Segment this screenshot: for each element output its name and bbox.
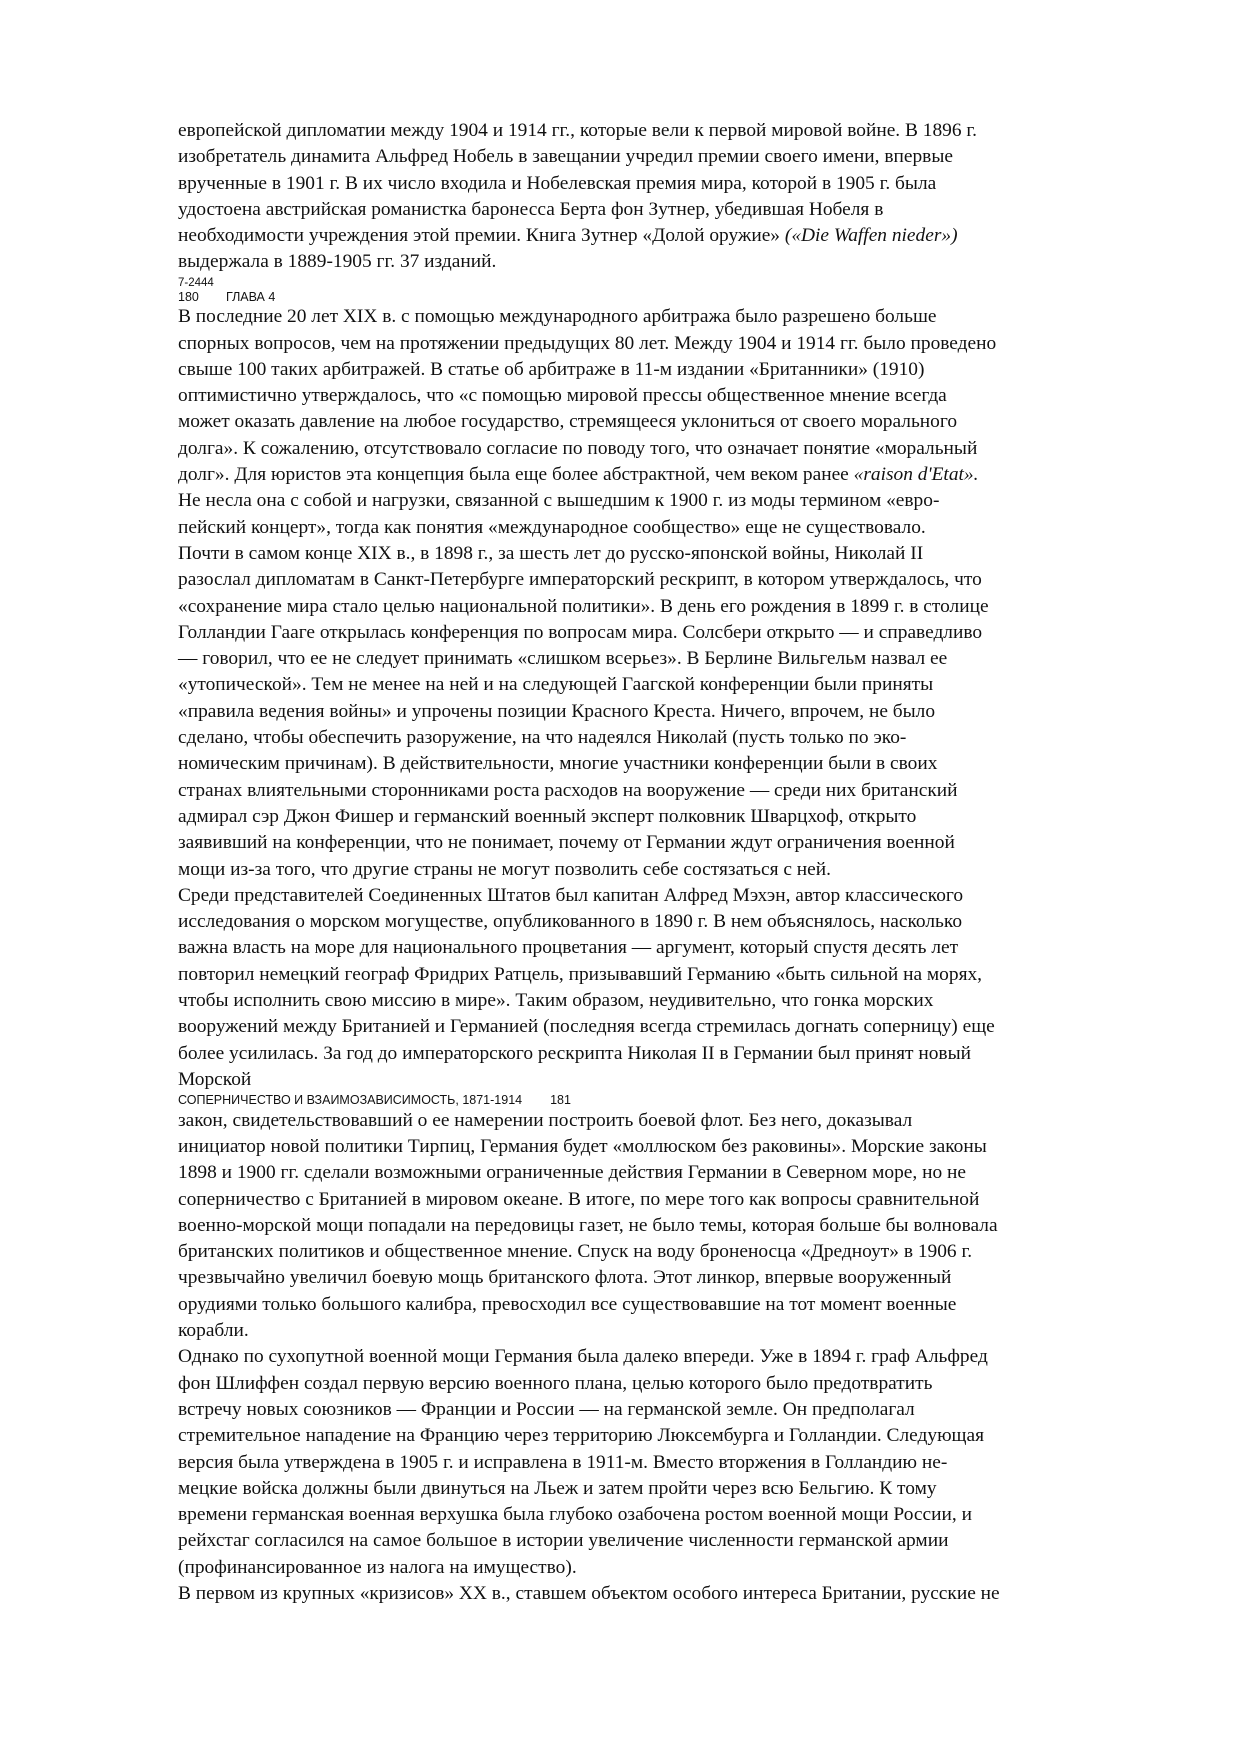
paragraph-block-3	[178, 1108, 1178, 1608]
text-line: соперничество с Британией в мировом океане. В итоге, по мере того как вопросы сравнительной	[178, 1188, 980, 1210]
text-line	[178, 462, 1178, 488]
text-line: выдержала в 1889-1905 гг. 37 изданий.	[178, 251, 497, 273]
running-header-left	[178, 290, 1178, 305]
text-line: мощи из-за того, что другие страны не могут позволить себе состязаться с ней.	[178, 858, 832, 880]
paragraph-block-1	[178, 118, 1178, 276]
text-line: европейской дипломатии между 1904 и 1914 гг., которые вели к первой мировой войне. В 1896 г.	[178, 120, 978, 141]
italic-title: («Die Waffen nieder»)	[784, 225, 958, 247]
text-line: чтобы исполнить свою миссию в мире». Таким образом, неудивительно, что гонка морских	[178, 990, 934, 1011]
text-line: чрезвычайно увеличил боевую мощь британского флота. Этот линкор, впервые вооруженный	[178, 1267, 952, 1289]
document-page	[178, 118, 1178, 1607]
signature-mark: 7-2444	[178, 276, 214, 289]
text-line: времени германская военная верхушка была глубоко озабочена ростом военной мощи России, и	[178, 1504, 972, 1526]
text-line: вооружений между Британией и Германией (последняя всегда стремилась догнать соперницу) еще	[178, 1016, 995, 1038]
text-line: орудиями только большого калибра, превосходил все существовавшие на тот момент военные	[178, 1293, 957, 1315]
page-number: 181	[550, 1093, 571, 1108]
text-line: В последние 20 лет XIX в. с помощью международного арбитража было разрешено больше	[178, 306, 937, 328]
text-line: инициатор новой политики Тирпиц, Германия будет «моллюском без раковины». Морские законы	[178, 1135, 987, 1157]
text-line: (профинансированное из налога на имущество).	[178, 1556, 577, 1578]
text-line: изобретатель динамита Альфред Нобель в завещании учредил премии своего имени, впервые	[178, 146, 953, 168]
text-line: Почти в самом конце XIX в., в 1898 г., за шесть лет до русско-японской войны, Николай II	[178, 542, 924, 564]
text-line: заявивший на конференции, что не понимает, почему от Германии ждут ограничения военной	[178, 832, 955, 854]
text-line: долга». К сожалению, отсутствовало согласие по поводу того, что означает понятие «моральный	[178, 437, 978, 459]
text-line: стремительное нападение на Францию через территорию Люксембурга и Голландии. Следующая	[178, 1425, 985, 1447]
text-line: «сохранение мира стало целью национальной политики». В день его рождения в 1899 г. в столице	[178, 595, 989, 617]
text-line: исследования о морском могуществе, опубликованного в 1890 г. В нем объяснялось, насколько	[178, 911, 963, 933]
text-line: свыше 100 таких арбитражей. В статье об арбитраже в 11-м издании «Британники» (1910)	[178, 358, 925, 380]
text-line: Однако по сухопутной военной мощи Германия была далеко впереди. Уже в 1894 г. граф Альфред	[178, 1346, 988, 1368]
text-line: военно-морской мощи попадали на передовицы газет, не было темы, которая больше бы волновала	[178, 1214, 998, 1236]
text-line: оптимистично утверждалось, что «с помощью мировой прессы общественное мнение всегда	[178, 385, 947, 407]
text-line: корабли.	[178, 1320, 249, 1342]
text-line: спорных вопросов, чем на протяжении предыдущих 80 лет. Между 1904 и 1914 гг. было проведено	[178, 332, 997, 354]
paragraph-block-2	[178, 304, 1178, 1093]
text-line: — говорил, что ее не следует принимать «слишком всерьез». В Берлине Вильгельм назвал ее	[178, 648, 948, 670]
text-line: «правила ведения войны» и упрочены позиции Красного Креста. Ничего, впрочем, не было	[178, 700, 936, 722]
text-line: номическим причинам). В действительности, многие участники конференции были в своих	[178, 753, 938, 775]
text-line: британских политиков и общественное мнение. Спуск на воду броненосца «Дредноут» в 1906 г.	[178, 1241, 973, 1263]
text-run: долг». Для юристов эта концепция была еще более абстрактной, чем веком ранее	[178, 464, 854, 486]
text-line: разослал дипломатам в Санкт-Петербурге императорский рескрипт, в котором утверждалось, что	[178, 569, 982, 591]
text-line: рейхстаг согласился на самое большое в истории увеличение численности германской армии	[178, 1530, 949, 1552]
text-line: версия была утверждена в 1905 г. и исправлена в 1911-м. Вместо вторжения в Голландию не-	[178, 1451, 948, 1473]
text-line: фон Шлиффен создал первую версию военного плана, целью которого было предотвратить	[178, 1372, 933, 1394]
text-line: повторил немецкий географ Фридрих Ратцель, призывавший Германию «быть сильной на морях,	[178, 963, 983, 985]
text-line: более усилилась. За год до императорского рескрипта Николая II в Германии был принят новый	[178, 1042, 971, 1064]
running-header-right	[178, 1093, 1178, 1108]
text-line: Морской	[178, 1068, 252, 1090]
text-line: «утопической». Тем не менее на ней и на следующей Гаагской конференции были приняты	[178, 674, 934, 696]
text-line: сделано, чтобы обеспечить разоружение, на что надеялся Николай (пусть только по эко-	[178, 727, 907, 749]
text-line: Среди представителей Соединенных Штатов был капитан Алфред Мэхэн, автор классического	[178, 884, 964, 906]
italic-phrase: «raison d'Etat».	[853, 464, 979, 486]
text-line: закон, свидетельствовавший о ее намерении построить боевой флот. Без него, доказывал	[178, 1109, 913, 1131]
text-line: важна власть на море для национального процветания — аргумент, который спустя десять лет	[178, 937, 959, 959]
running-header-title: СОПЕРНИЧЕСТВО И ВЗАИМОЗАВИСИМОСТЬ, 1871-1914	[178, 1093, 523, 1108]
page-number: 180	[178, 289, 199, 304]
text-line: врученные в 1901 г. В их число входила и Нобелевская премия мира, которой в 1905 г. была	[178, 172, 937, 194]
text-line: адмирал сэр Джон Фишер и германский военный эксперт полковник Шварцхоф, открыто	[178, 805, 917, 827]
text-line: пейский концерт», тогда как понятия «международное сообщество» еще не существовало.	[178, 516, 926, 538]
text-line: удостоена австрийская романистка баронесса Берта фон Зутнер, убедившая Нобеля в	[178, 198, 884, 220]
text-line	[178, 223, 1178, 249]
text-line: В первом из крупных «кризисов» XX в., ставшем объектом особого интереса Британии, русские не	[178, 1583, 1000, 1605]
text-line: встречу новых союзников — Франции и России — на германской земле. Он предполагал	[178, 1398, 915, 1420]
text-line: может оказать давление на любое государство, стремящееся уклониться от своего морального	[178, 411, 958, 433]
text-line: странах влиятельными сторонниками роста расходов на вооружение — среди них британский	[178, 779, 958, 801]
text-line: Не несла она с собой и нагрузки, связанной с вышедшим к 1900 г. из моды термином «евро-	[178, 490, 940, 512]
running-header-title: ГЛАВА 4	[226, 289, 276, 304]
text-run: необходимости учреждения этой премии. Книга Зутнер «Долой оружие»	[178, 225, 785, 247]
text-line: мецкие войска должны были двинуться на Льеж и затем пройти через всю Бельгию. К тому	[178, 1477, 937, 1499]
text-line: Голландии Гааге открылась конференция по вопросам мира. Солсбери открыто — и справедливо	[178, 621, 983, 643]
text-line: 1898 и 1900 гг. сделали возможными ограниченные действия Германии в Северном море, но не	[178, 1162, 967, 1184]
